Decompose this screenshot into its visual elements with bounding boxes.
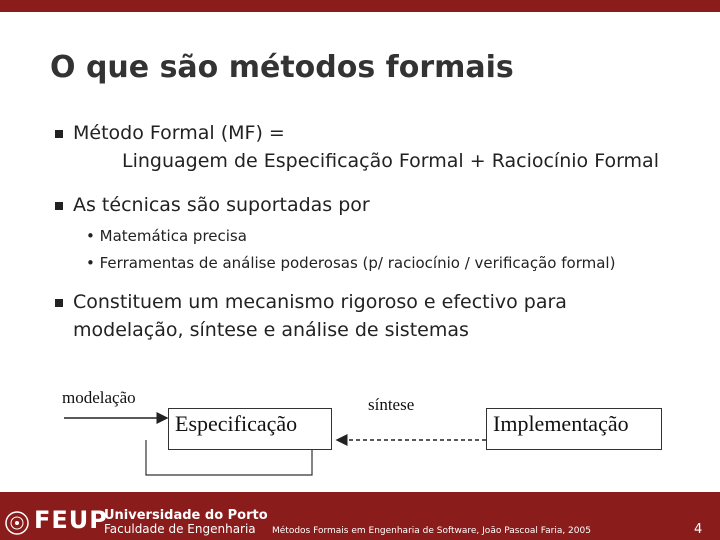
university-seal-icon	[4, 510, 30, 536]
feup-logo-text: FEUP	[34, 506, 108, 534]
sub-bullet-item: • Matemática precisa	[86, 227, 247, 245]
implementacao-box	[486, 408, 662, 450]
footer-caption: Métodos Formais em Engenharia de Software, João Pascoal Faria, 2005	[272, 526, 591, 536]
bullet-3-line1: Constituem um mecanismo rigoroso e efectivo para	[73, 291, 567, 313]
bullet-1-line2: Linguagem de Especificação Formal + Raciocínio Formal	[122, 150, 659, 172]
especificacao-box	[168, 408, 332, 450]
bullet-2-line1: As técnicas são suportadas por	[73, 194, 370, 216]
sub-bullet-item: • Ferramentas de análise poderosas (p/ raciocínio / verificação formal)	[86, 254, 616, 272]
footer-bar	[0, 492, 720, 540]
university-name: Universidade do Porto	[104, 508, 268, 523]
sub-bullet-1-text: Matemática precisa	[99, 227, 247, 245]
slide-title: O que são métodos formais	[50, 50, 514, 85]
modelacao-label: modelação	[62, 388, 136, 407]
implementacao-label: Implementação	[493, 411, 629, 436]
faculty-name: Faculdade de Engenharia	[104, 522, 256, 536]
bullet-3-line2: modelação, síntese e análise de sistemas	[73, 319, 469, 341]
bullet-1-line1: Método Formal (MF) =	[73, 122, 285, 144]
sintese-label: síntese	[368, 395, 415, 414]
especificacao-label: Especificação	[175, 411, 298, 436]
sub-bullet-2-text: Ferramentas de análise poderosas (p/ raciocínio / verificação formal)	[99, 254, 616, 272]
page-number: 4	[694, 522, 703, 537]
